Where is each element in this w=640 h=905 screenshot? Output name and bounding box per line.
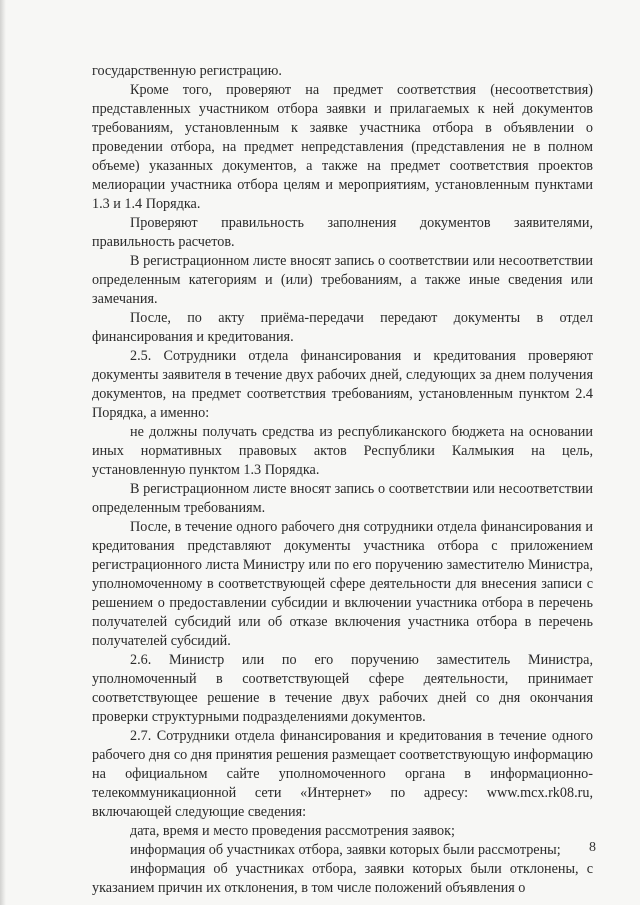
paragraph: информация об участниках отбора, заявки которых были рассмотрены; <box>130 842 561 858</box>
paragraph: Кроме того, проверяют на предмет соответствия (несоответствия) представленных участником отбора заявки и прилагаемых к ней документов требованиям, установленным к заявке участника отбора в объявлении о проведении отбора, на предмет непредставления (представления не в полном объеме) указанных документов, а также на предмет соответствия проектов мелиорации участника отбора целям и мероприятиям, установленным пунктами 1.3 и 1.4 Порядка. <box>92 82 593 212</box>
paragraph: После, по акту приёма-передачи передают документы в отдел финансирования и кредитования. <box>92 310 593 345</box>
paragraph: Проверяют правильность заполнения документов заявителями, правильность расчетов. <box>92 215 593 250</box>
page-number: 8 <box>589 840 596 855</box>
paragraph: 2.7. Сотрудники отдела финансирования и кредитования в течение одного рабочего дня со дня принятия решения размещает соответствующую информацию на официальном сайте уполномоченного органа в информационно-телекоммуникационной сети «Интернет» по адресу: www.mcx.rk08.ru, включающей следующие сведения: <box>92 728 593 820</box>
paragraph: дата, время и место проведения рассмотрения заявок; <box>130 823 455 839</box>
paragraph: 2.5. Сотрудники отдела финансирования и кредитования проверяют документы заявителя в течение двух рабочих дней, следующих за днем получения документов, на предмет соответствия требованиям, установленным пунктом 2.4 Порядка, а именно: <box>92 348 593 421</box>
paragraph: В регистрационном листе вносят запись о соответствии или несоответствии определенным требованиям. <box>92 481 593 516</box>
paragraph: государственную регистрацию. <box>92 63 282 79</box>
document-body <box>92 62 593 898</box>
paragraph: 2.6. Министр или по его поручению заместитель Министра, уполномоченный в соответствующей сфере деятельности, принимает соответствующее решение в течение двух рабочих дней со дня окончания проверки структурными подразделениями документов. <box>92 652 593 725</box>
paragraph: В регистрационном листе вносят запись о соответствии или несоответствии определенным категориям и (или) требованиям, а также иные сведения или замечания. <box>92 253 593 307</box>
paragraph: не должны получать средства из республиканского бюджета на основании иных нормативных правовых актов Республики Калмыкия на цель, установленную пунктом 1.3 Порядка. <box>92 424 593 478</box>
paragraph: После, в течение одного рабочего дня сотрудники отдела финансирования и кредитования представляют документы участника отбора с приложением регистрационного листа Министру или по его поручению заместителю Министра, уполномоченному в соответствующей сфере деятельности для внесения записи с решением о предоставлении субсидии и включении участника отбора в перечень получателей субсидий или об отказе включения участника отбора в перечень получателей субсидий. <box>92 519 593 649</box>
paragraph: информация об участниках отбора, заявки которых были отклонены, с указанием причин их отклонения, в том числе положений объявления о <box>92 861 593 896</box>
